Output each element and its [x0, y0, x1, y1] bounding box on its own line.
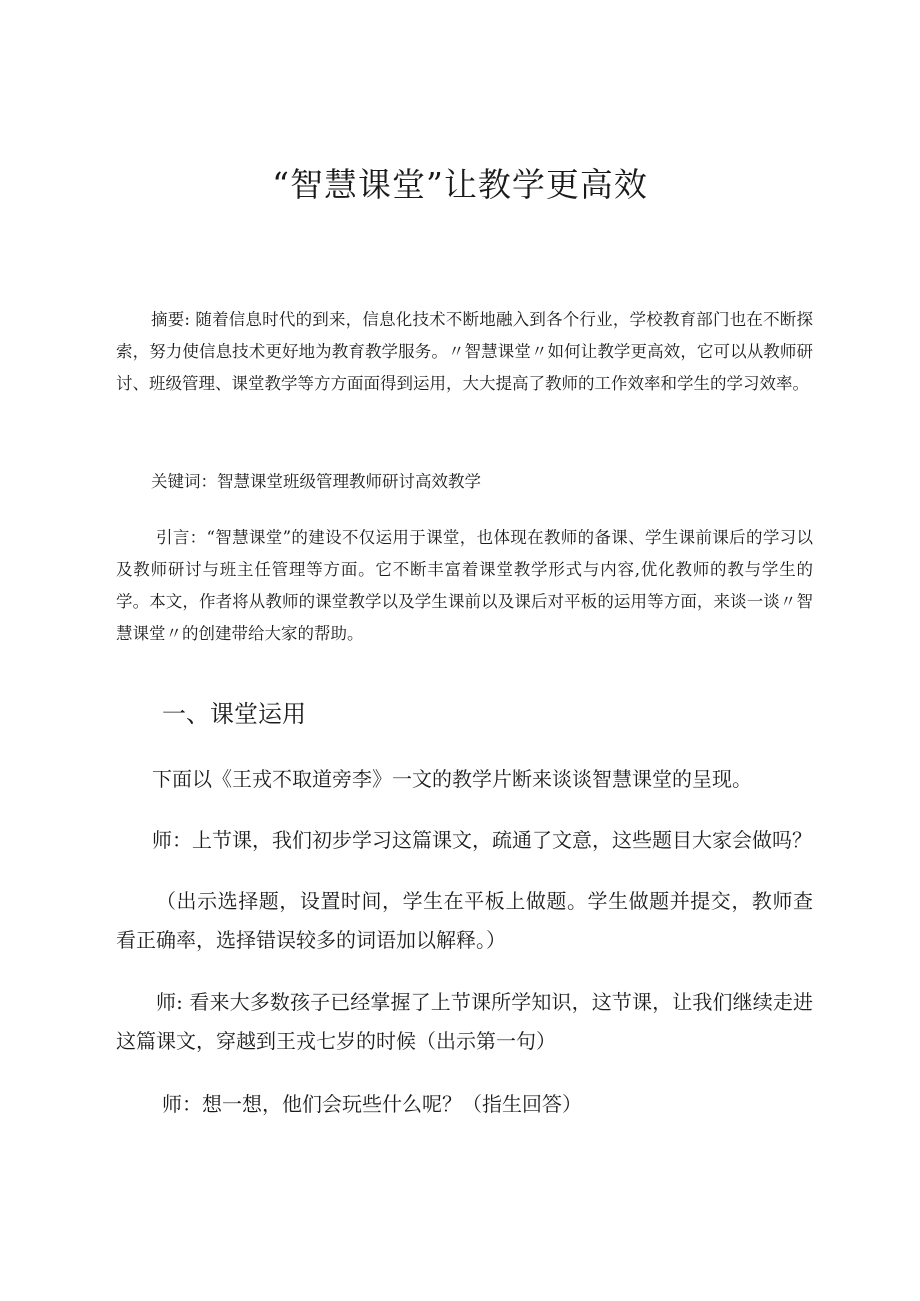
- page-title: “智慧课堂”让教学更高效: [272, 165, 648, 204]
- abstract-paragraph: 摘要: 随着信息时代的到来，信息化技术不断地融入到各个行业，学校教育部门也在不断探索，努力使信息技术更好地为教育教学服务。〃智慧课堂〃如何让教学更高效，它可以从教师研讨、班级管理、课堂教学等方方面面得到运用，大大提高了教师的工作效率和学生的学习效率。: [116, 310, 813, 393]
- intro-paragraph: 引言：“智慧课堂”的建设不仅运用于课堂，也体现在教师的备课、学生课前课后的学习以及教师研讨与班主任管理等方面。它不断丰富着课堂教学形式与内容,优化教师的教与学生的学。本文，作者将从教师的课堂教学以及学生课前以及课后对平板的运用等方面，来谈一谈〃智慧课堂〃的创建带给大家的帮助。: [116, 528, 813, 643]
- keywords-paragraph: 关键词：智慧课堂班级管理教师研讨高效教学: [151, 472, 481, 491]
- lead-paragraph: 下面以《王戎不取道旁李》一文的教学片断来谈谈智慧课堂的呈现。: [152, 767, 752, 791]
- section-heading: 一、课堂运用: [162, 700, 306, 728]
- teacher-line-3: 师：想一想，他们会玩些什么呢？（指生回答）: [162, 1092, 582, 1116]
- teacher-line-2: 师: 看来大多数孩子已经掌握了上节课所学知识，这节课，让我们继续走进这篇课文，穿越到王戎七岁的时候（出示第一句）: [116, 990, 813, 1053]
- stage-direction-note: （出示选择题，设置时间，学生在平板上做题。学生做题并提交，教师查看正确率，选择错误较多的词语加以解释。）: [116, 889, 813, 952]
- teacher-line-1: 师：上节课，我们初步学习这篇课文，疏通了文意，这些题目大家会做吗？: [152, 828, 812, 852]
